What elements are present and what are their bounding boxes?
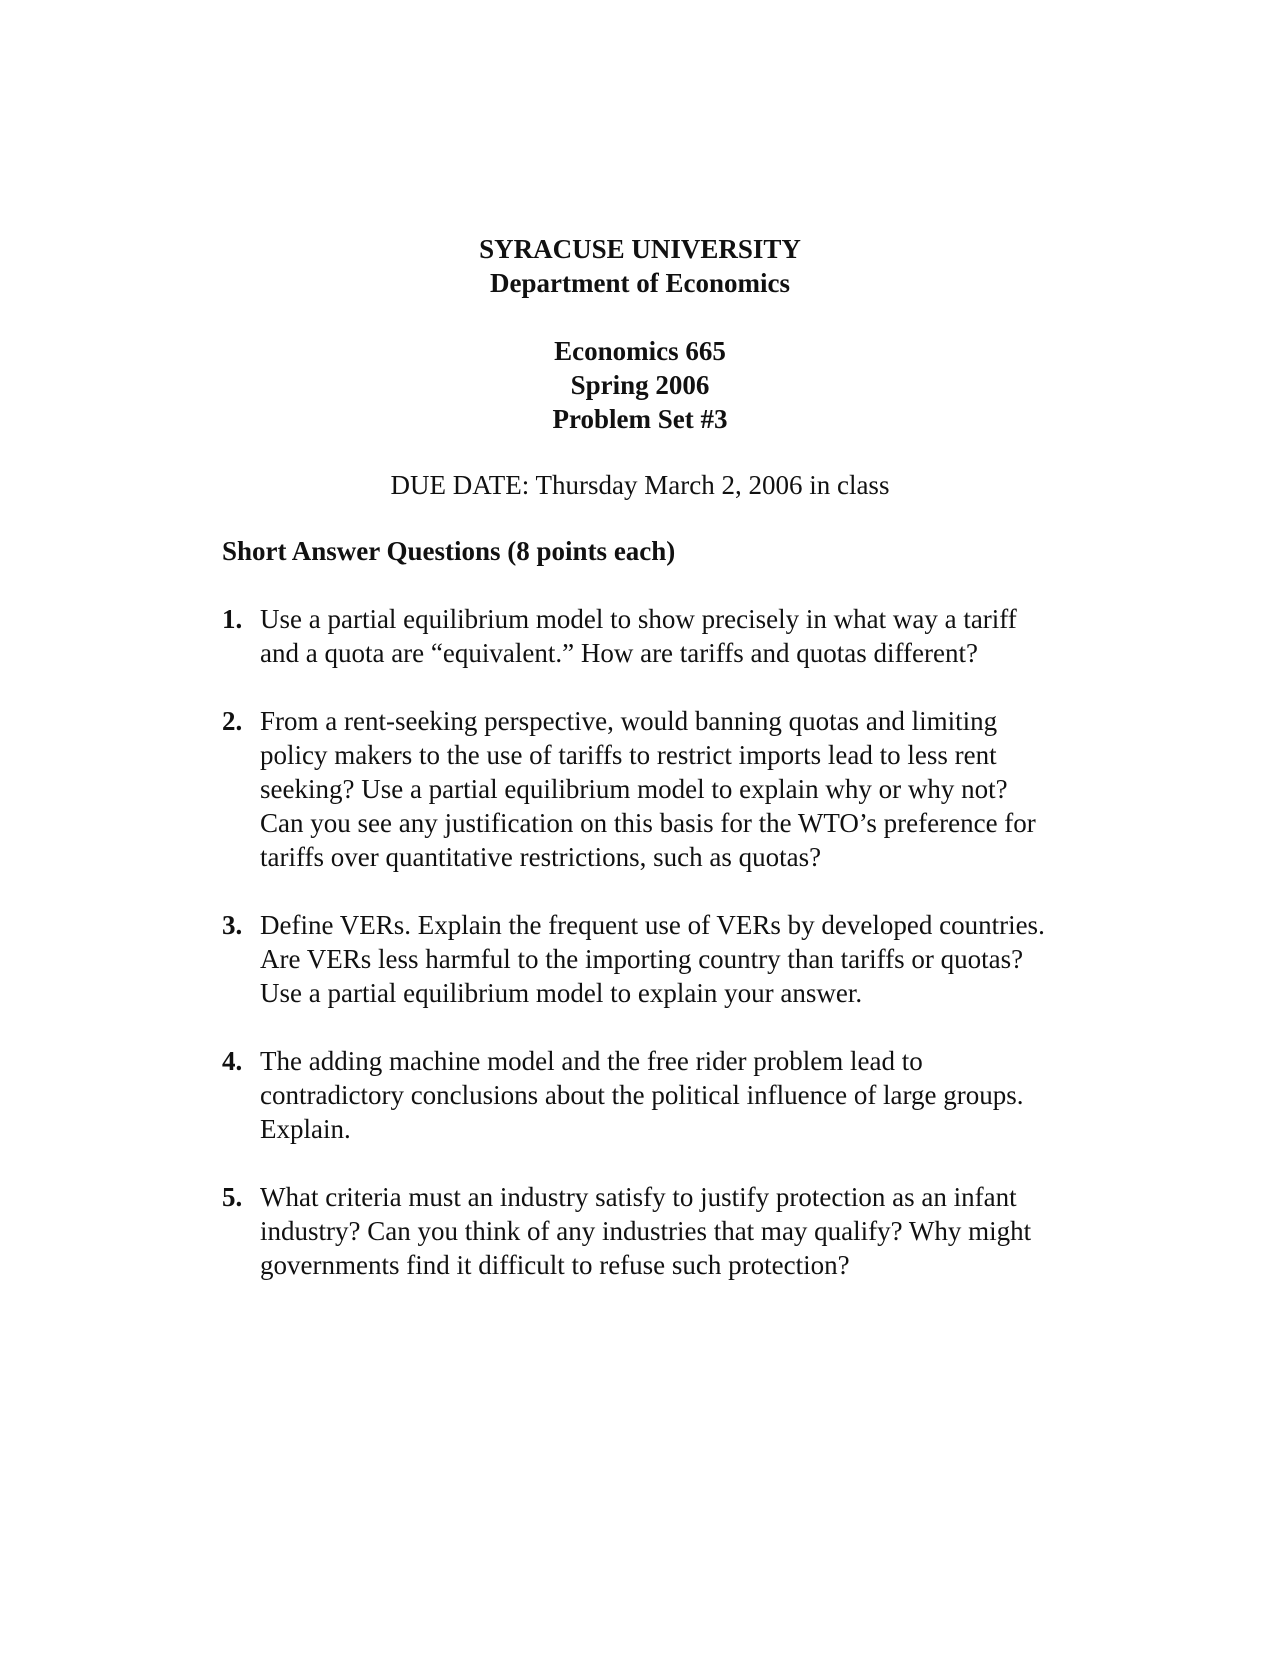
question-5: [222, 1180, 1122, 1282]
question-number: 2.: [222, 706, 243, 736]
question-text-line: policy makers to the use of tariffs to restrict imports lead to less rent: [260, 740, 997, 770]
question-text-line: Define VERs. Explain the frequent use of VERs by developed countries.: [260, 910, 1045, 940]
course-title: Economics 665: [554, 336, 726, 366]
question-text-line: From a rent-seeking perspective, would banning quotas and limiting: [260, 706, 998, 736]
question-text-line: Use a partial equilibrium model to show precisely in what way a tariff: [260, 604, 1017, 634]
department-name: Department of Economics: [490, 268, 790, 298]
question-number: 3.: [222, 910, 243, 940]
question-text-line: tariffs over quantitative restrictions, such as quotas?: [260, 842, 822, 872]
due-date: DUE DATE: Thursday March 2, 2006 in class: [390, 470, 890, 500]
question-text-line: Are VERs less harmful to the importing country than tariffs or quotas?: [260, 944, 1024, 974]
question-text-line: What criteria must an industry satisfy to justify protection as an infant: [260, 1182, 1017, 1212]
section-title: Short Answer Questions (8 points each): [222, 536, 676, 566]
question-text-line: Use a partial equilibrium model to explain your answer.: [260, 978, 863, 1008]
course-header: [0, 334, 1280, 436]
question-text-line: industry? Can you think of any industries that may qualify? Why might: [260, 1216, 1032, 1246]
question-3: [222, 908, 1122, 1010]
university-name: SYRACUSE UNIVERSITY: [479, 234, 801, 264]
question-number: 1.: [222, 604, 243, 634]
question-1: [222, 602, 1122, 670]
institution-header: [0, 232, 1280, 300]
question-text-line: seeking? Use a partial equilibrium model to explain why or why not?: [260, 774, 1008, 804]
question-4: [222, 1044, 1122, 1146]
question-text-line: and a quota are “equivalent.” How are tariffs and quotas different?: [260, 638, 978, 668]
term-label: Spring 2006: [570, 370, 710, 400]
assignment-title: Problem Set #3: [552, 404, 728, 434]
question-text-line: Explain.: [260, 1114, 351, 1144]
question-text-line: The adding machine model and the free rider problem lead to: [260, 1046, 923, 1076]
question-text-line: Can you see any justification on this basis for the WTO’s preference for: [260, 808, 1036, 838]
question-number: 5.: [222, 1182, 243, 1212]
question-number: 4.: [222, 1046, 243, 1076]
question-text-line: governments find it difficult to refuse such protection?: [260, 1250, 850, 1280]
question-list: [222, 602, 1122, 1316]
question-2: [222, 704, 1122, 874]
question-text-line: contradictory conclusions about the political influence of large groups.: [260, 1080, 1024, 1110]
